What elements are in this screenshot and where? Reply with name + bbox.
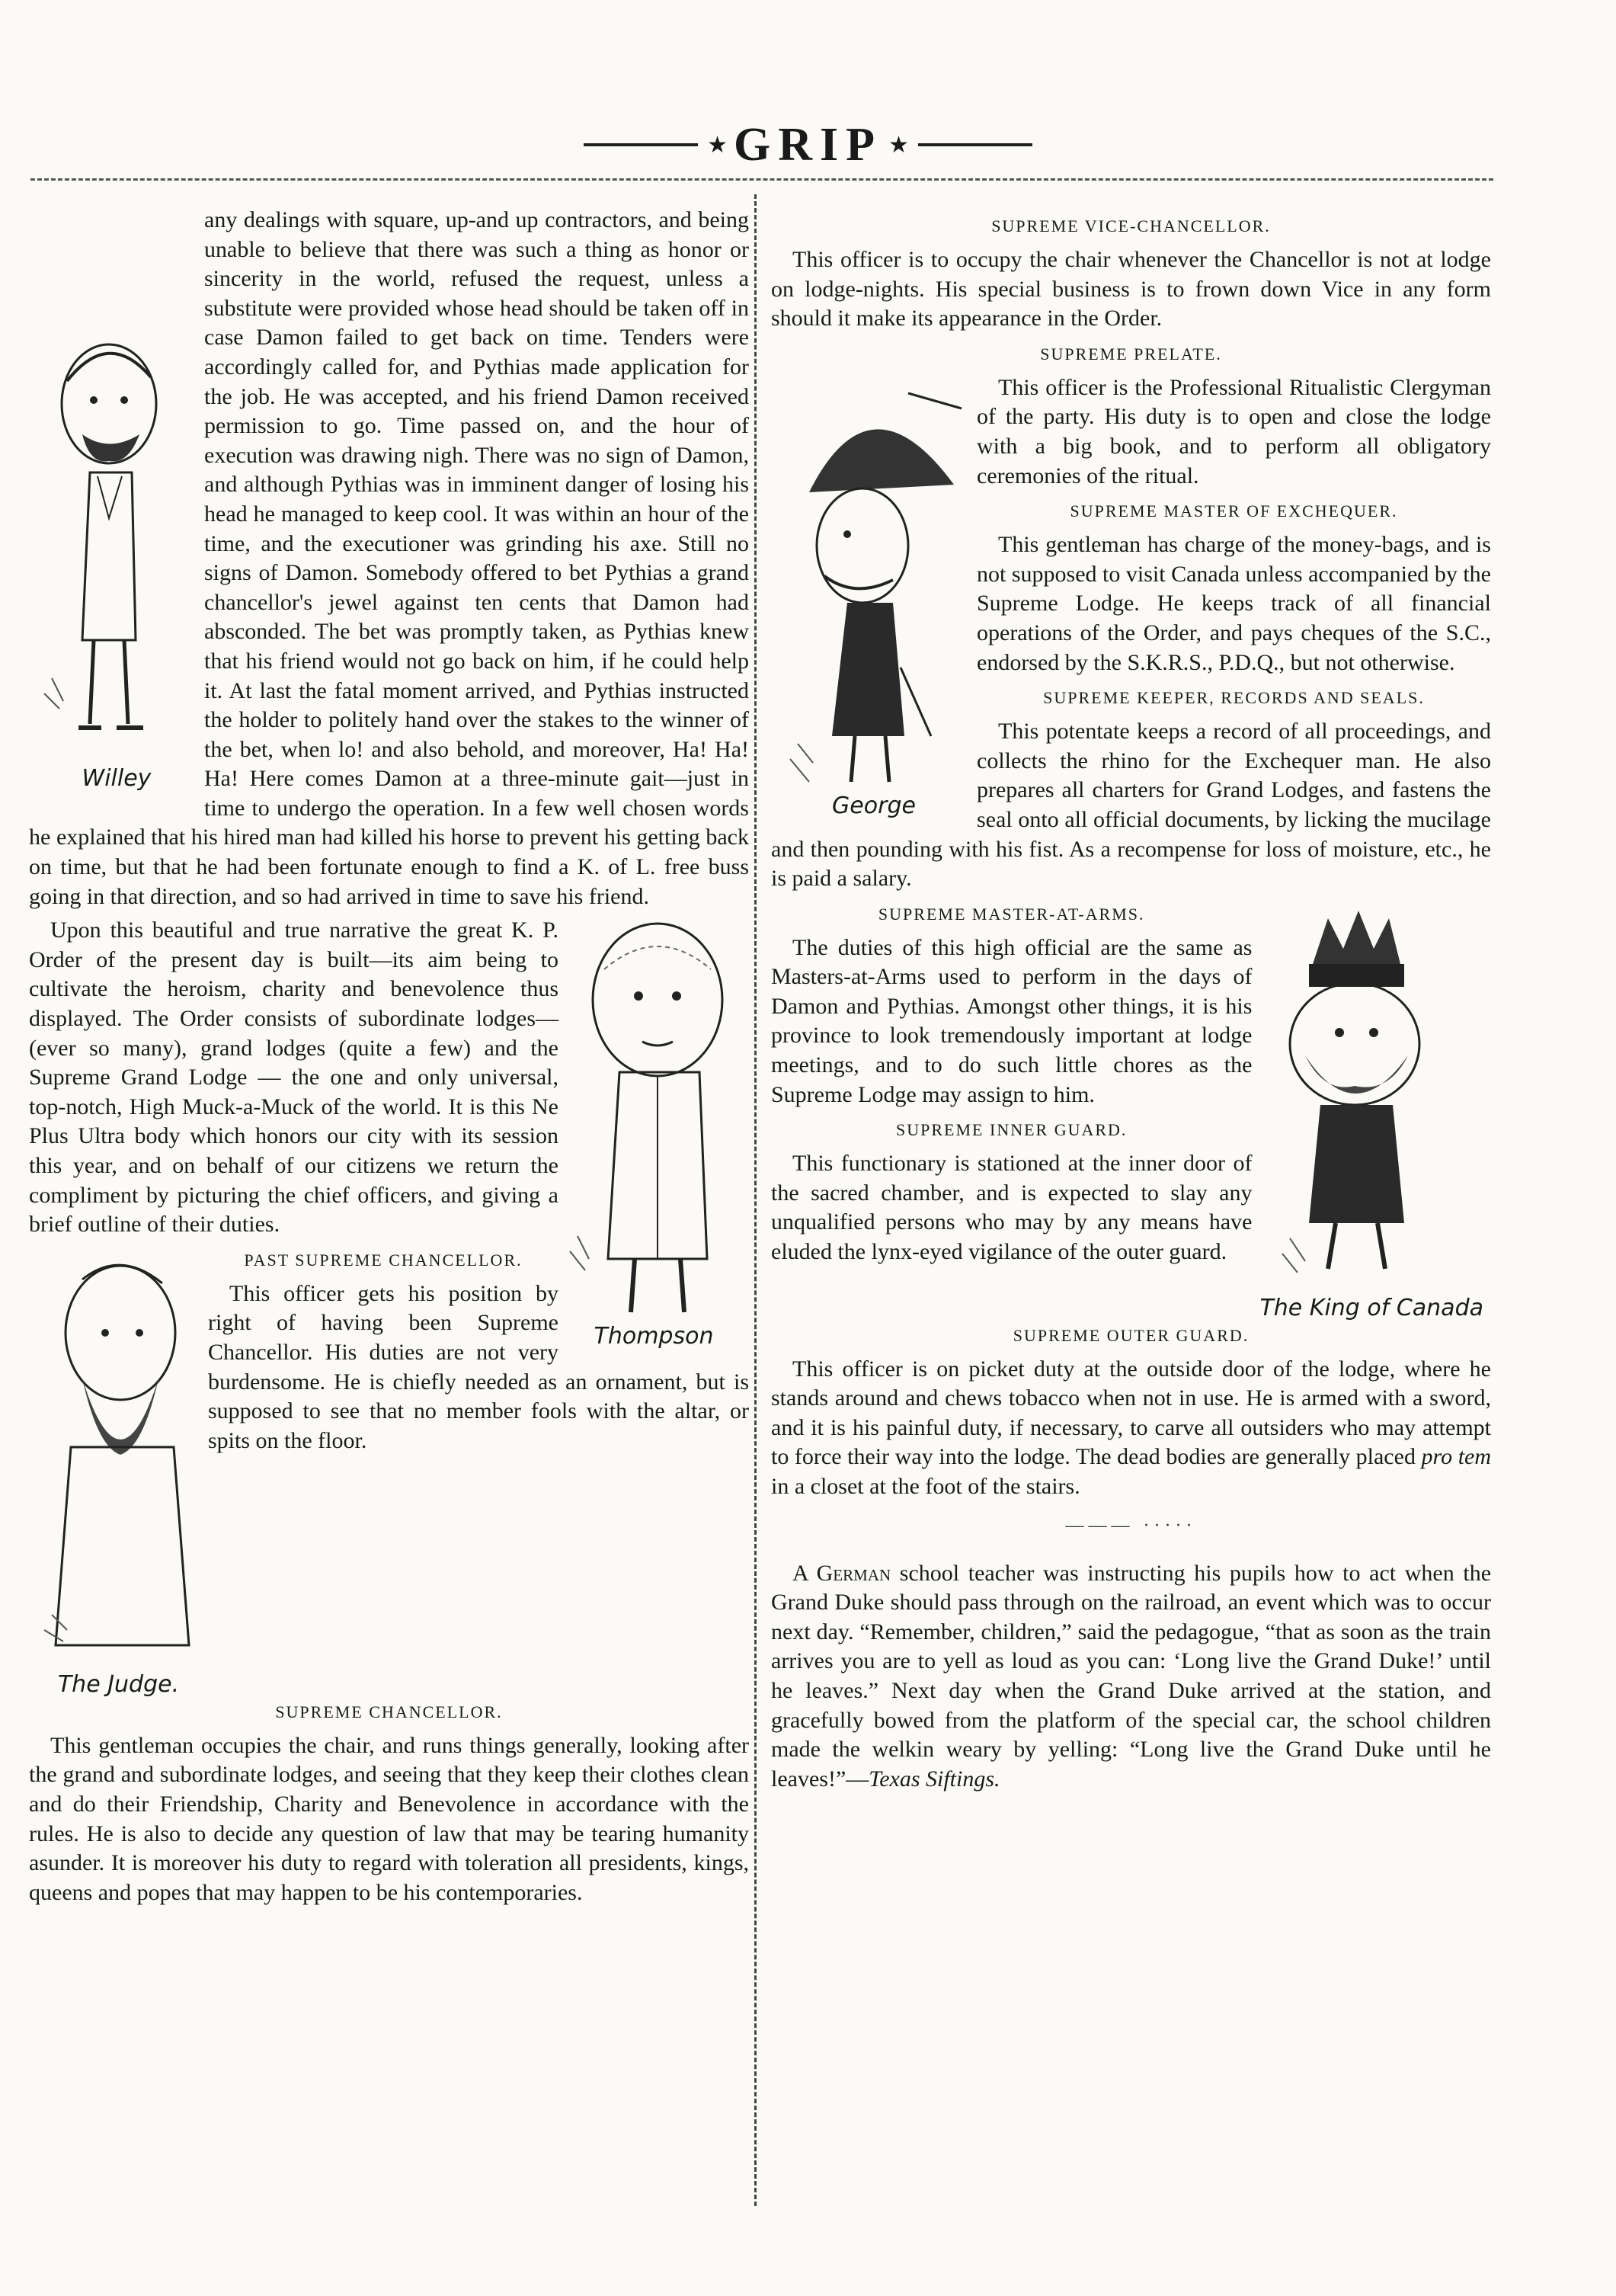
masthead-star-left: ★	[707, 132, 728, 158]
outer-guard-text-a: This officer is on picket duty at the outside door of the lodge, where he stands around and chews tobacco when not in use. He is armed with a sword, and it is his painful duty, if necessary, to carve all outsiders who may attempt to force their way into the lodge. The dead bodies are generally placed	[771, 1356, 1491, 1470]
caricature-king-of-canada-drawing	[1259, 903, 1442, 1299]
masthead-star-right: ★	[888, 132, 909, 158]
header-rule	[30, 178, 1493, 181]
masthead-rule-right	[918, 143, 1032, 146]
paragraph-supreme-keeper-records-seals: This potentate keeps a record of all proceedings, and collects the rhino for the Exchequer man. He also prepares all charters for Grand Lodges, and fastens the seal onto all official documents, by licking the mucilage and then pounding with his fist. As a recompense for loss of moisture, etc., he is paid a salary.	[771, 719, 1491, 892]
heading-supreme-keeper-records-seals: SUPREME KEEPER, RECORDS AND SEALS.	[1043, 688, 1425, 708]
heading-supreme-prelate: SUPREME PRELATE.	[1040, 344, 1222, 363]
section-end-rule: ——— ·····	[1065, 1515, 1197, 1535]
caricature-willey-drawing	[37, 320, 197, 770]
column-divider	[754, 194, 757, 2206]
left-column	[29, 206, 749, 2225]
anecdote-body: school teacher was instructing his pupils how to act when the Grand Duke should pass through on the railroad, an event which was to occur next day. “Remember, children,” said the pedagogue, “that as soon as the train arrives you are to yell as loud as you can: ‘Long live the Grand Duke!’ until he leaves.” Next day when the Grand Duke arrived at the station, and gracefully bowed from the platform of the special car, the school children made the welkin weary by yelling: “Long live the Grand Duke until he leaves!”—	[771, 1560, 1491, 1792]
right-column	[771, 206, 1491, 2225]
caption-king-of-canada: The King of Canada	[1259, 1294, 1483, 1321]
heading-supreme-master-at-arms: SUPREME MASTER-AT-ARMS.	[878, 904, 1145, 924]
paragraph-supreme-master-of-exchequer: This gentleman has charge of the money-bags, and is not supposed to visit Canada unless accompanied by the Supreme Lodge. He keeps track of all financial operations of the Order, and pays cheques of the S.C., endorsed by the S.K.R.S., P.D.Q., but not otherwise.	[977, 532, 1491, 675]
caricature-thompson	[566, 901, 741, 1350]
caricature-judge	[37, 1249, 200, 1698]
masthead-rule-left	[584, 143, 698, 146]
left-paragraph-2: Upon this beautiful and true narrative the great K. P. Order of the present day is built—its aim being to cultivate the heroism, charity and benevolence thus displayed. The Order consists of subordinate lodges— (ever so many), grand lodges (quite a few) and the Supreme Grand Lodge — the one and only universal, top-notch, High Muck-a-Muck of the world. It is this Ne Plus Ultra body which honors our city with its session this year, and on behalf of our citizens we return the compliment by picturing the chief officers, and giving a brief outline of their duties.	[29, 917, 558, 1238]
paragraph-supreme-vice-chancellor: This officer is to occupy the chair whenever the Chancellor is not at lodge on lodge-nights. His special business is to frown down Vice in any form should it make its appearance in the Order.	[771, 247, 1491, 331]
caption-george: George	[832, 792, 916, 819]
caricature-judge-drawing	[37, 1249, 200, 1676]
caricature-george-drawing	[779, 378, 969, 797]
outer-guard-pro-tem: pro tem	[1421, 1444, 1491, 1470]
heading-supreme-vice-chancellor: SUPREME VICE-CHANCELLOR.	[991, 216, 1271, 235]
paragraph-past-supreme-chancellor: This officer gets his position by right of having been Supreme Chancellor. His duties are not very burdensome. He is chiefly needed as an ornament, but is supposed to see that no member fools with the altar, or spits on the floor.	[208, 1280, 749, 1453]
outer-guard-text-b: in a closet at the foot of the stairs.	[771, 1474, 1080, 1500]
caption-thompson: Thompson	[594, 1323, 714, 1350]
caricature-willey	[37, 320, 197, 792]
heading-past-supreme-chancellor: PAST SUPREME CHANCELLOR.	[244, 1250, 523, 1270]
anecdote-source: Texas Siftings.	[869, 1766, 1000, 1792]
paragraph-supreme-chancellor: This gentleman occupies the chair, and runs things generally, looking after the grand and subordinate lodges, and seeing that they keep their clothes clean and do their Friendship, Charity and Benevolence in accordance with the rules. He is also to decide any question of law that may be tearing humanity asunder. It is moreover his duty to regard with toleration all presidents, kings, queens and popes that may happen to be his contemporaries.	[29, 1732, 749, 1905]
paragraph-grand-duke-anecdote	[771, 1559, 1491, 1795]
heading-supreme-chancellor: SUPREME CHANCELLOR.	[275, 1702, 503, 1721]
page-title: GRIP	[734, 118, 882, 171]
caption-willey: Willey	[82, 765, 152, 792]
anecdote-lead: A German	[792, 1560, 891, 1586]
left-paragraph-1: any dealings with square, up-and up contractors, and being unable to believe that there was such a thing as honor or sincerity in the world, refused the request, unless a substitute were provided whose head should be taken off in case Damon failed to get back on time. Tenders were accordingly called for, and Pythias made application for the job. He was accepted, and his friend Damon received permission to go. Time passed on, and the hour of execution was drawing nigh. There was no sign of Damon, and although Pythias was in imminent danger of losing his head he managed to keep cool. It was within an hour of the time, and the executioner was grinding his axe. Still no signs of Damon. Somebody offered to bet Pythias a grand chancellor's jewel against ten cents that Damon had absconded. The bet was promptly taken, as Pythias knew that his friend would not go back on him, if he could help it. At last the fatal moment arrived, and Pythias instructed the holder to politely hand over the stakes to the winner of the bet, when lo! and also behold, and moreover, Ha! Ha! Ha! Here comes Damon at a three-minute gait—just in time to undergo the operation. In a few well chosen words he explained that his hired man had killed his horse to prevent his getting back on time, but that he had been fortunate enough to find a K. of L. free buss going in that direction, and so had arrived in time to save his friend.	[29, 207, 749, 909]
heading-supreme-inner-guard: SUPREME INNER GUARD.	[896, 1120, 1128, 1140]
paragraph-supreme-outer-guard	[771, 1355, 1491, 1502]
paragraph-supreme-inner-guard: This functionary is stationed at the inner door of the sacred chamber, and is expected to slay any unqualified persons who may by any means have eluded the lynx-eyed vigilance of the outer guard.	[771, 1151, 1253, 1265]
heading-supreme-master-of-exchequer: SUPREME MASTER OF EXCHEQUER.	[1070, 501, 1398, 521]
masthead	[0, 114, 1616, 175]
paragraph-supreme-prelate: This officer is the Professional Ritualistic Clergyman of the party. His duty is to open and close the lodge with a big book, and to perform all obligatory ceremonies of the ritual.	[977, 374, 1491, 488]
paragraph-supreme-master-at-arms: The duties of this high official are the same as Masters-at-Arms used to perform in the days of Damon and Pythias. Amongst other things, it is his province to look tremendously important at lodge meetings, and to do such little chores as the Supreme Lodge may assign to him.	[771, 934, 1253, 1107]
caricature-george	[779, 378, 969, 819]
heading-supreme-outer-guard: SUPREME OUTER GUARD.	[1013, 1325, 1250, 1345]
caricature-thompson-drawing	[566, 901, 741, 1327]
caricature-king-of-canada	[1259, 903, 1483, 1321]
caption-judge: The Judge.	[57, 1670, 180, 1698]
